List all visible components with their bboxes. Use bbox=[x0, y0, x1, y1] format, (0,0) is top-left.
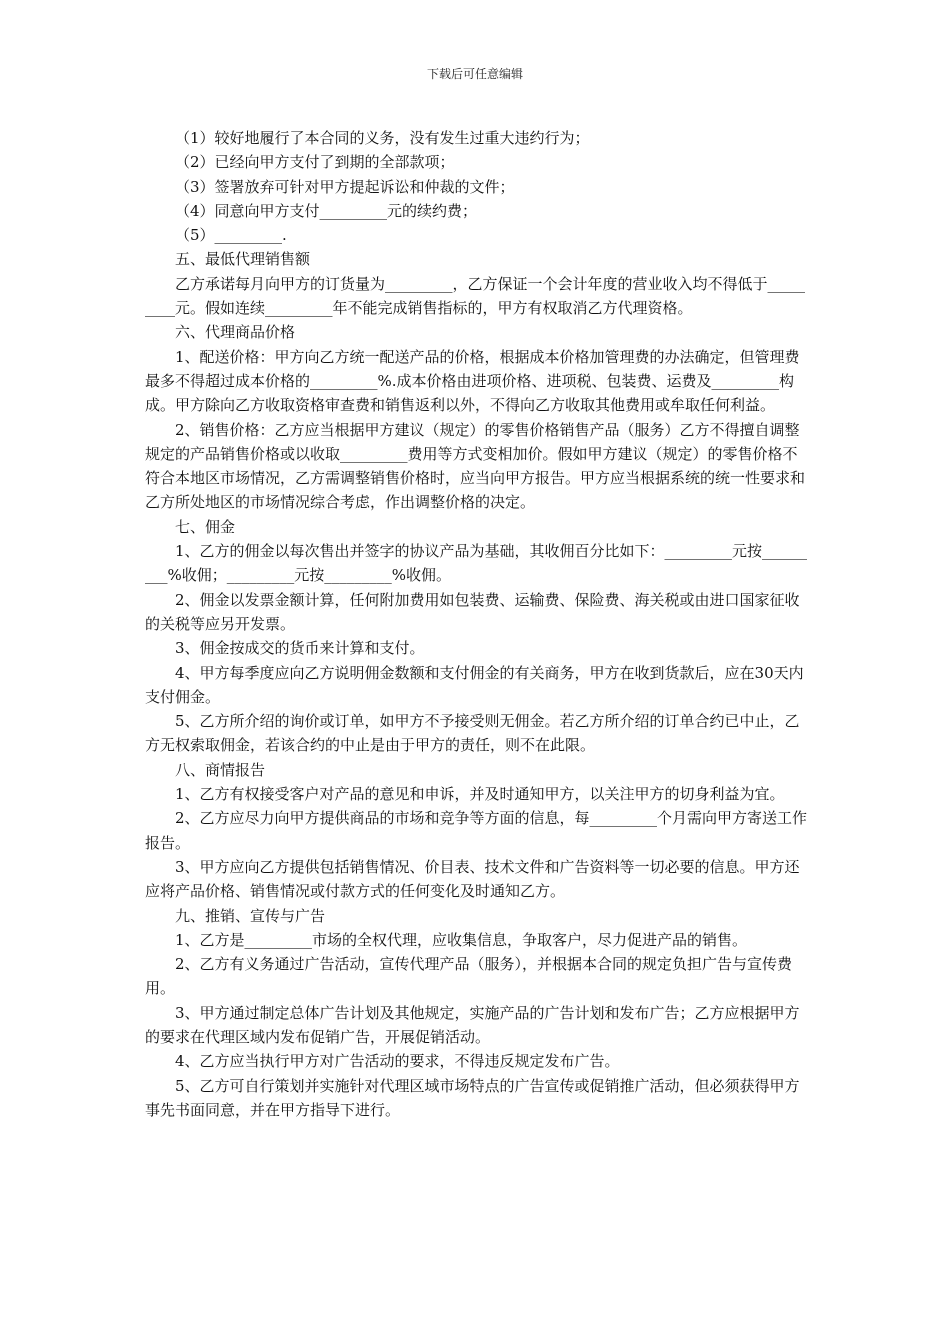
paragraph: 2、乙方有义务通过广告活动，宣传代理产品（服务），并根据本合同的规定负担广告与宣传费用。 bbox=[145, 955, 793, 998]
paragraph: 1、配送价格：甲方向乙方统一配送产品的价格，根据成本价格加管理费的办法确定，但管理费最多不得超过成本价格的_________%.成本价格由进项价格、进项税、包装费、运费及_________构成。甲方除向乙方收取资格审查费和销售返利以外，不得向乙方收取其他费用或牟取任何利益。 bbox=[145, 347, 800, 415]
paragraph: 1、乙方的佣金以每次售出并签字的协议产品为基础，其收佣百分比如下：_________元按_________%收佣；_________元按_________%收佣。 bbox=[145, 542, 808, 585]
paragraph: 2、佣金以发票金额计算，任何附加费用如包装费、运输费、保险费、海关税或由进口国家征收的关税等应另开发票。 bbox=[145, 590, 800, 633]
section-heading-7: 七、佣金 bbox=[175, 517, 236, 536]
paragraph: 1、乙方是_________市场的全权代理，应收集信息，争取客户，尽力促进产品的销售。 bbox=[175, 930, 748, 949]
paragraph: 1、乙方有权接受客户对产品的意见和申诉，并及时通知甲方，以关注甲方的切身利益为宜。 bbox=[175, 785, 785, 804]
document-body bbox=[145, 126, 808, 1122]
clause-item-1: （1）较好地履行了本合同的义务，没有发生过重大违约行为； bbox=[175, 129, 590, 147]
clause-item-4: （4）同意向甲方支付_________元的续约费； bbox=[175, 201, 478, 220]
paragraph: 3、甲方应向乙方提供包括销售情况、价目表、技术文件和广告资料等一切必要的信息。甲方还应将产品价格、销售情况或付款方式的任何变化及时通知乙方。 bbox=[145, 857, 800, 901]
paragraph: 5、乙方所介绍的询价或订单，如甲方不予接受则无佣金。若乙方所介绍的订单合约已中止，乙方无权索取佣金，若该合约的中止是由于甲方的责任，则不在此限。 bbox=[145, 712, 800, 755]
section-heading-5: 五、最低代理销售额 bbox=[175, 250, 311, 269]
page-header: 下载后可任意编辑 bbox=[426, 67, 523, 81]
section-heading-6: 六、代理商品价格 bbox=[175, 323, 296, 342]
paragraph: 4、甲方每季度应向乙方说明佣金数额和支付佣金的有关商务，甲方在收到货款后，应在30天内支付佣金。 bbox=[145, 663, 804, 706]
paragraph: 5、乙方可自行策划并实施针对代理区域市场特点的广告宣传或促销推广活动，但必须获得甲方事先书面同意，并在甲方指导下进行。 bbox=[145, 1076, 800, 1119]
clause-item-2: （2）已经向甲方支付了到期的全部款项； bbox=[175, 153, 455, 172]
section-heading-9: 九、推销、宣传与广告 bbox=[175, 906, 326, 925]
paragraph: 乙方承诺每月向甲方的订货量为_________，乙方保证一个会计年度的营业收入均不得低于_________元。假如连续_________年不能完成销售指标的，甲方有权取消乙方代理资格。 bbox=[145, 274, 806, 318]
clause-item-3: （3）签署放弃可针对甲方提起诉讼和仲裁的文件； bbox=[175, 177, 515, 196]
clause-item-5: （5）_________. bbox=[175, 226, 287, 245]
paragraph: 2、销售价格：乙方应当根据甲方建议（规定）的零售价格销售产品（服务）乙方不得擅自调整规定的产品销售价格或以收取_________费用等方式变相加价。假如甲方建议（规定）的零售价格不符合本地区市场情况，乙方需调整销售价格时，应当向甲方报告。甲方应当根据系统的统一性要求和乙方所处地区的市场情况综合考虑，作出调整价格的决定。 bbox=[145, 420, 806, 512]
section-heading-8: 八、商情报告 bbox=[175, 760, 266, 779]
paragraph: 4、乙方应当执行甲方对广告活动的要求，不得违反规定发布广告。 bbox=[175, 1052, 620, 1071]
paragraph: 3、甲方通过制定总体广告计划及其他规定，实施产品的广告计划和发布广告；乙方应根据甲方的要求在代理区域内发布促销广告，开展促销活动。 bbox=[145, 1003, 800, 1046]
paragraph: 3、佣金按成交的货币来计算和支付。 bbox=[175, 639, 425, 658]
paragraph: 2、乙方应尽力向甲方提供商品的市场和竞争等方面的信息，每_________个月需向甲方寄送工作报告。 bbox=[145, 809, 808, 852]
